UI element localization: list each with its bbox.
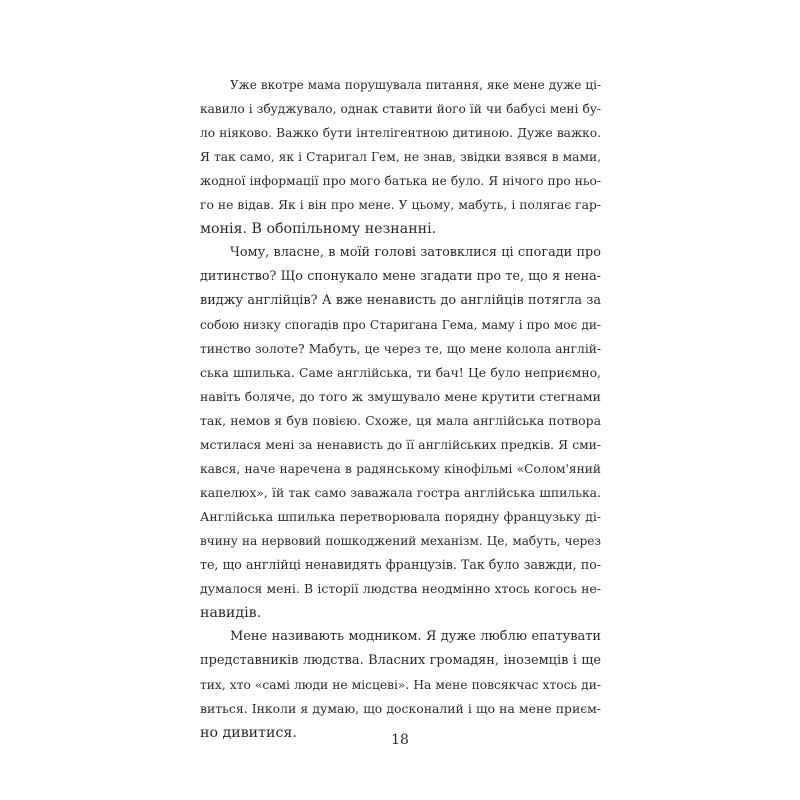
text-line: Чому, власне, в моїй голові затовклися ці спогади про: [230, 245, 601, 260]
text-line: но дивитися.: [200, 725, 297, 741]
text-line: ло ніяково. Важко бути інтелігентною дитиною. Дуже важко.: [200, 126, 601, 140]
text-line: так, немов я був повією. Схоже, ця мала англійська потвора: [200, 413, 601, 428]
text-line: кався, наче наречена в радянському кінофільмі «Солом'яний: [200, 462, 601, 476]
paragraph-1: [200, 73, 601, 241]
text-line: ська шпилька. Саме англійська, ти бач! Це було неприємно,: [200, 365, 601, 380]
text-line: Уже вкотре мама порушувала питання, яке мене дуже ці-: [230, 78, 601, 92]
body-text: [200, 73, 601, 745]
text-line: капелюх», їй так само заважала гостра англійська шпилька.: [200, 486, 601, 500]
text-line: го не відав. Як і він про мене. У цьому, мабуть, і полягає гар-: [200, 198, 601, 212]
text-line: мстилася мені за ненависть до її англійських предків. Я сми-: [200, 438, 601, 452]
text-line: навіть боляче, до того ж змушувало мене крутити стегнами: [200, 389, 601, 404]
paragraph-3: [200, 625, 601, 745]
text-line: представників людства. Власних громадян, іноземців і ще: [200, 653, 601, 668]
text-line: дитинство? Що спонукало мене згадати про те, що я нена-: [200, 269, 601, 284]
paragraph-2: [200, 241, 601, 625]
text-line: Я так само, як і Старигал Гем, не знав, звідки взявся в мами,: [200, 150, 601, 164]
text-line: Англійська шпилька перетворювала порядну французьку ді-: [200, 509, 601, 524]
text-line: собою низку спогадів про Старигана Гема, маму і про моє ди-: [200, 318, 601, 332]
text-line: навидів.: [200, 605, 262, 621]
text-line: жодної інформації про мого батька не було. Я нічого про ньо-: [200, 174, 601, 188]
text-line: те, що англійці ненавидять французів. Так було завжди, по-: [200, 557, 601, 572]
text-line: тих, хто «самі люди не місцеві». На мене повсякчас хтось ди-: [200, 678, 601, 692]
text-line: тинство золоте? Мабуть, це через те, що мене колола англій-: [200, 342, 601, 356]
text-line: кавило і збуджувало, однак ставити його їй чи бабусі мені бу-: [200, 102, 601, 116]
text-line: думалося мені. В історії людства неодмінно хтось когось не-: [200, 581, 601, 596]
text-line: виться. Інколи я думаю, що досконалий і що на мене приєм-: [200, 701, 601, 716]
text-line: виджу англійців? А вже ненависть до англійців потягла за: [200, 293, 601, 308]
text-line: монія. В обопільному незнанні.: [200, 221, 437, 237]
text-line: Мене називають модником. Я дуже люблю епатувати: [230, 629, 601, 644]
page-number: 18: [391, 732, 409, 748]
text-line: вчину на нервовий пошкоджений механізм. Це, мабуть, через: [200, 534, 601, 548]
